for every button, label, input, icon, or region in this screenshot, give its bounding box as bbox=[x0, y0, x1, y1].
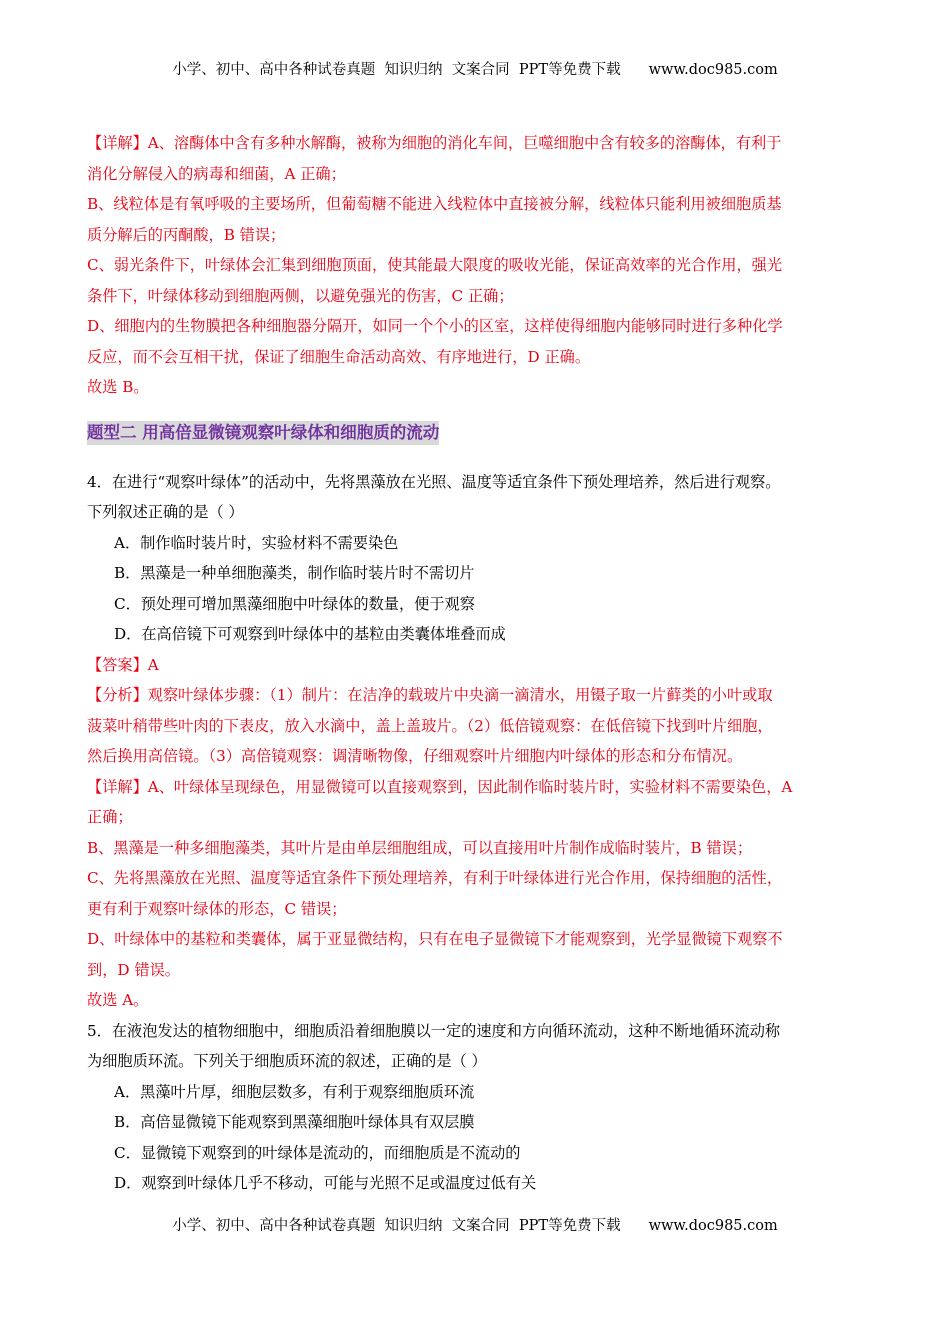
question-stem: 为细胞质环流。下列关于细胞质环流的叙述，正确的是（ ） bbox=[87, 1052, 487, 1070]
footer-text: 小学、初中、高中各种试卷真题 知识归纳 文案合同 PPT等免费下载 bbox=[172, 1218, 621, 1234]
explanation-line bbox=[87, 128, 867, 159]
previous-explanation bbox=[87, 128, 867, 403]
detail-tag: 【详解】 bbox=[87, 777, 148, 796]
question-stem: 下列叙述正确的是（ ） bbox=[87, 503, 244, 521]
analysis-line bbox=[87, 680, 867, 711]
header-site-link[interactable]: www.doc985.com bbox=[648, 62, 778, 78]
option-d: D．观察到叶绿体几乎不移动，可能与光照不足或温度过低有关 bbox=[114, 1174, 537, 1192]
answer-line bbox=[87, 650, 867, 681]
header-text: 小学、初中、高中各种试卷真题 知识归纳 文案合同 PPT等免费下载 bbox=[172, 62, 621, 78]
analysis-line: 菠菜叶稍带些叶肉的下表皮，放入水滴中，盖上盖玻片。（2）低倍镜观察：在低倍镜下找到叶片细胞， bbox=[87, 716, 773, 735]
option-c: C．显微镜下观察到的叶绿体是流动的，而细胞质是不流动的 bbox=[114, 1143, 521, 1162]
explanation-text: A、溶酶体中含有多种水解酶，被称为细胞的消化车间，巨噬细胞中含有较多的溶酶体，有利于 bbox=[147, 134, 782, 152]
option-b: B．黑藻是一种单细胞藻类，制作临时装片时不需切片 bbox=[114, 564, 475, 582]
detail-line: 到，D 错误。 bbox=[87, 960, 180, 979]
analysis-line: 然后换用高倍镜。（3）高倍镜观察：调清晰物像，仔细观察叶片细胞内叶绿体的形态和分布情况。 bbox=[87, 747, 743, 765]
option-b: B．高倍显微镜下能观察到黑藻细胞叶绿体具有双层膜 bbox=[114, 1113, 475, 1131]
detail-text: A、叶绿体呈现绿色，用显微镜可以直接观察到，因此制作临时装片时，实验材料不需要染色，A bbox=[147, 777, 793, 796]
detail-conclusion: 故选 A。 bbox=[87, 991, 149, 1009]
option-d: D．在高倍镜下可观察到叶绿体中的基粒由类囊体堆叠而成 bbox=[114, 625, 506, 643]
question-stem: 4．在进行“观察叶绿体”的活动中，先将黑藻放在光照、温度等适宜条件下预处理培养，然后进行观察。 bbox=[87, 472, 781, 491]
explanation-line: C、弱光条件下，叶绿体会汇集到细胞顶面，使其能最大限度的吸收光能，保证高效率的光合作用，强光 bbox=[87, 256, 783, 274]
section-title: 题型二 用高倍显微镜观察叶绿体和细胞质的流动 bbox=[87, 421, 439, 445]
detail-line: 更有利于观察叶绿体的形态，C 错误； bbox=[87, 899, 347, 918]
explanation-line: 质分解后的丙酮酸，B 错误； bbox=[87, 225, 286, 244]
explanation-line: 条件下，叶绿体移动到细胞两侧，以避免强光的伤害，C 正确； bbox=[87, 286, 514, 305]
question-stem: 5．在液泡发达的植物细胞中，细胞质沿着细胞膜以一定的速度和方向循环流动，这种不断地循环流动称 bbox=[87, 1021, 781, 1040]
detail-line: D、叶绿体中的基粒和类囊体，属于亚显微结构，只有在电子显微镜下才能观察到，光学显微镜下观察不 bbox=[87, 930, 783, 948]
explanation-line: B、线粒体是有氧呼吸的主要场所，但葡萄糖不能进入线粒体中直接被分解，线粒体只能利用被细胞质基 bbox=[87, 195, 782, 213]
detail-line: 正确； bbox=[87, 808, 133, 826]
option-c: C．预处理可增加黑藻细胞中叶绿体的数量，便于观察 bbox=[114, 594, 475, 613]
option-a: A．黑藻叶片厚，细胞层数多，有利于观察细胞质环流 bbox=[114, 1082, 475, 1101]
detail-line bbox=[87, 772, 867, 803]
detail-tag: 【详解】 bbox=[87, 134, 148, 152]
page-header bbox=[0, 58, 950, 79]
detail-line: C、先将黑藻放在光照、温度等适宜条件下预处理培养，有利于叶绿体进行光合作用，保持细胞的活性， bbox=[87, 869, 783, 887]
answer-tag: 【答案】 bbox=[87, 655, 148, 674]
page-footer bbox=[0, 1214, 950, 1235]
explanation-line: 反应，而不会互相干扰，保证了细胞生命活动高效、有序地进行，D 正确。 bbox=[87, 347, 591, 366]
option-a: A．制作临时装片时，实验材料不需要染色 bbox=[114, 533, 399, 552]
analysis-text: 观察叶绿体步骤：（1）制片：在洁净的载玻片中央滴一滴清水，用镊子取一片藓类的小叶或取 bbox=[147, 686, 773, 704]
question-5 bbox=[87, 1016, 867, 1199]
document-body bbox=[87, 128, 867, 1199]
question-4 bbox=[87, 467, 867, 1016]
explanation-conclusion: 故选 B。 bbox=[87, 378, 149, 396]
explanation-line: 消化分解侵入的病毒和细菌，A 正确； bbox=[87, 164, 346, 183]
detail-line: B、黑藻是一种多细胞藻类，其叶片是由单层细胞组成，可以直接用叶片制作成临时装片，B 错误； bbox=[87, 838, 753, 857]
footer-site-link[interactable]: www.doc985.com bbox=[648, 1218, 778, 1234]
analysis-tag: 【分析】 bbox=[87, 686, 148, 704]
answer-value: A bbox=[147, 655, 159, 674]
explanation-line: D、细胞内的生物膜把各种细胞器分隔开，如同一个个小的区室，这样使得细胞内能够同时进行多种化学 bbox=[87, 317, 783, 335]
